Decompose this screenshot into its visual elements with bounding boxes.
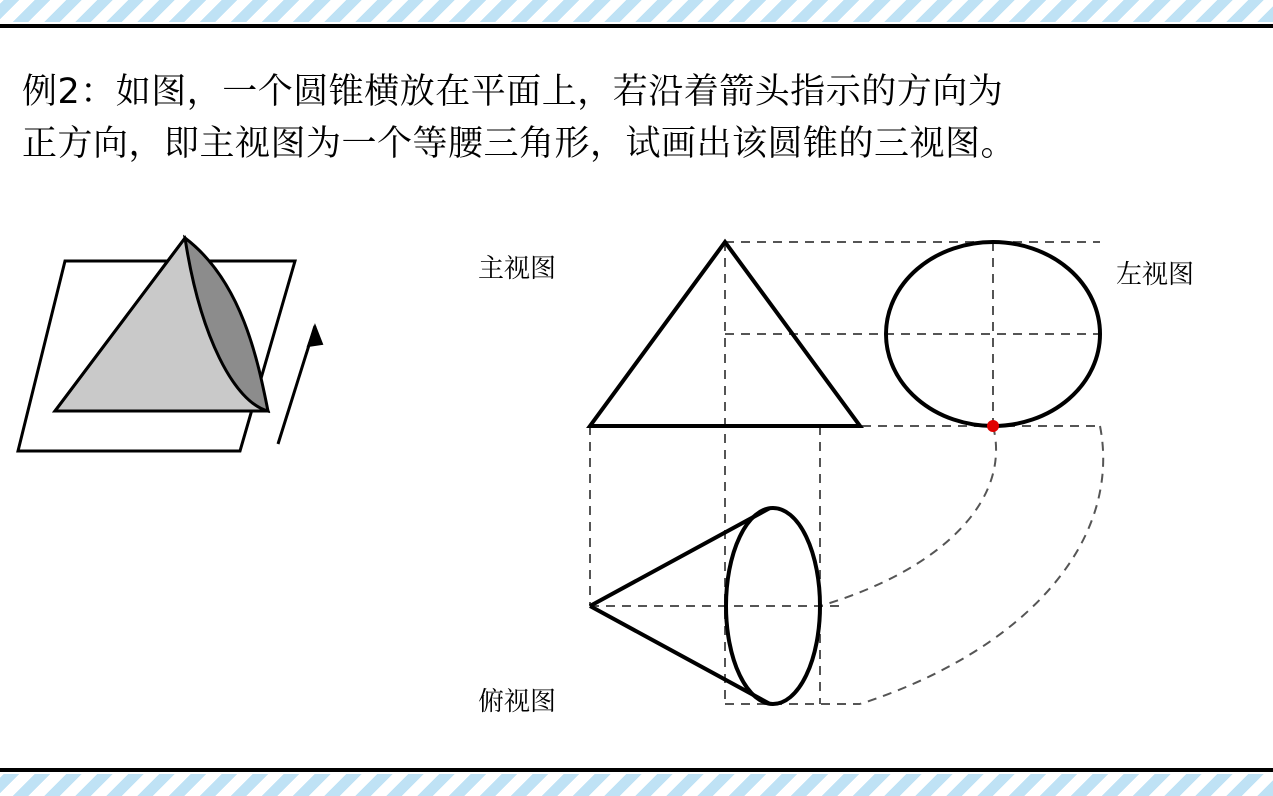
guide-arc-outer (860, 426, 1103, 704)
divider-line-top (0, 24, 1273, 28)
perspective-figure (10, 226, 370, 476)
question-text (22, 66, 1252, 170)
label-front-view: 主视图 (478, 254, 557, 284)
direction-arrow-head (308, 326, 322, 346)
divider-line-bottom (0, 768, 1273, 772)
label-side-view: 左视图 (1116, 260, 1195, 290)
decorative-stripe-bottom (0, 774, 1273, 796)
three-views-svg (440, 226, 1260, 726)
perspective-svg (10, 226, 370, 476)
question-line-1: 例2：如图，一个圆锥横放在平面上，若沿着箭头指示的方向为 (22, 72, 1004, 112)
side-view-marker-point (987, 420, 999, 432)
decorative-stripe-top (0, 0, 1273, 22)
guide-arc-inner (820, 426, 996, 606)
three-views-figure (440, 226, 1260, 726)
question-line-2: 正方向，即主视图为一个等腰三角形，试画出该圆锥的三视图。 (22, 124, 1017, 164)
guide-lines (590, 242, 1103, 704)
label-top-view: 俯视图 (478, 687, 557, 717)
